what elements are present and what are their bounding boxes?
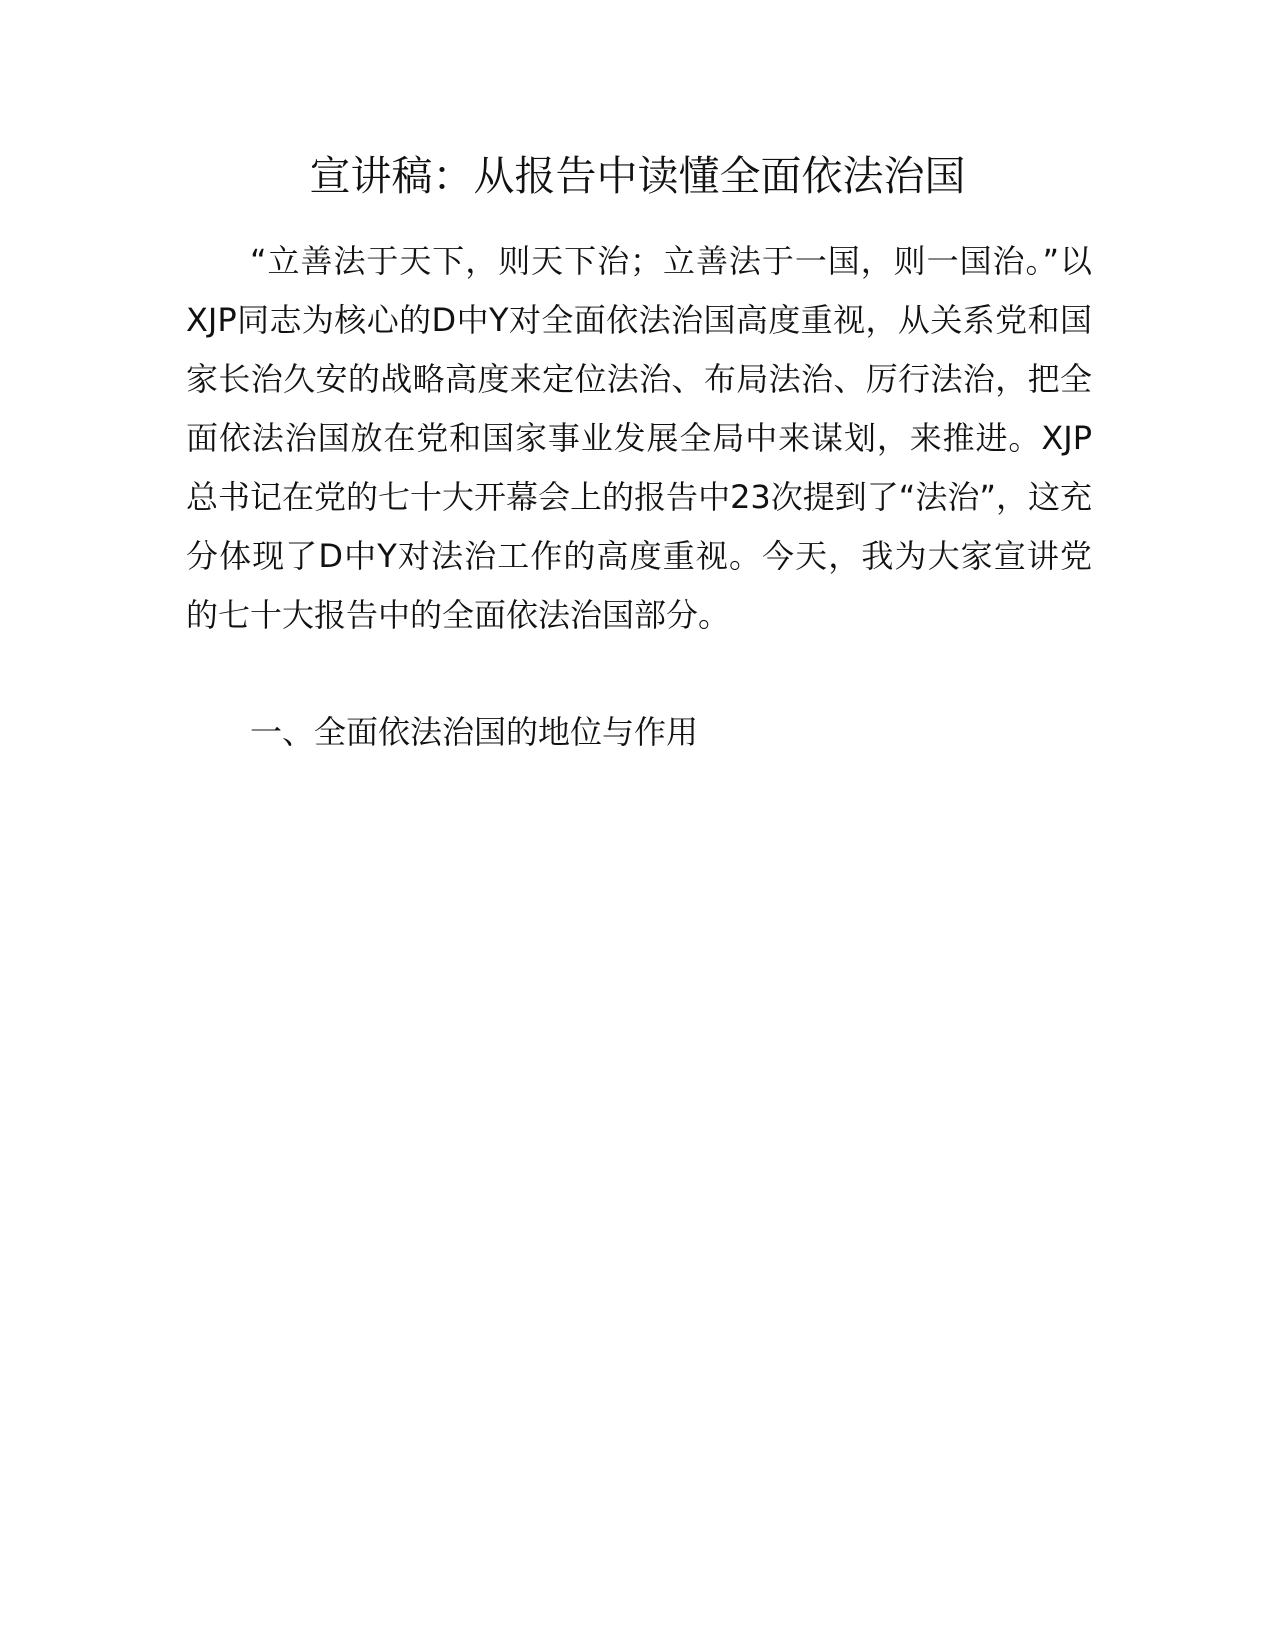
- document-title: 宣讲稿：从报告中读懂全面依法治国: [309, 152, 966, 200]
- intro-paragraph: “立善法于天下，则天下治；立善法于一国，则一国治。”以XJP同志为核心的D中Y对全面依法治国高度重视，从关系党和国家长治久安的战略高度来定位法治、布局法治、厉行法治，把全面依法治国放在党和国家事业发展全局中来谋划，来推进。XJP总书记在党的七十大开幕会上的报告中23次提到了“法治”，这充分体现了D中Y对法治工作的高度重视。今天，我为大家宣讲党的七十大报告中的全面依法治国部分。: [186, 242, 1092, 634]
- section-heading: 一、全面依法治国的地位与作用: [250, 713, 699, 751]
